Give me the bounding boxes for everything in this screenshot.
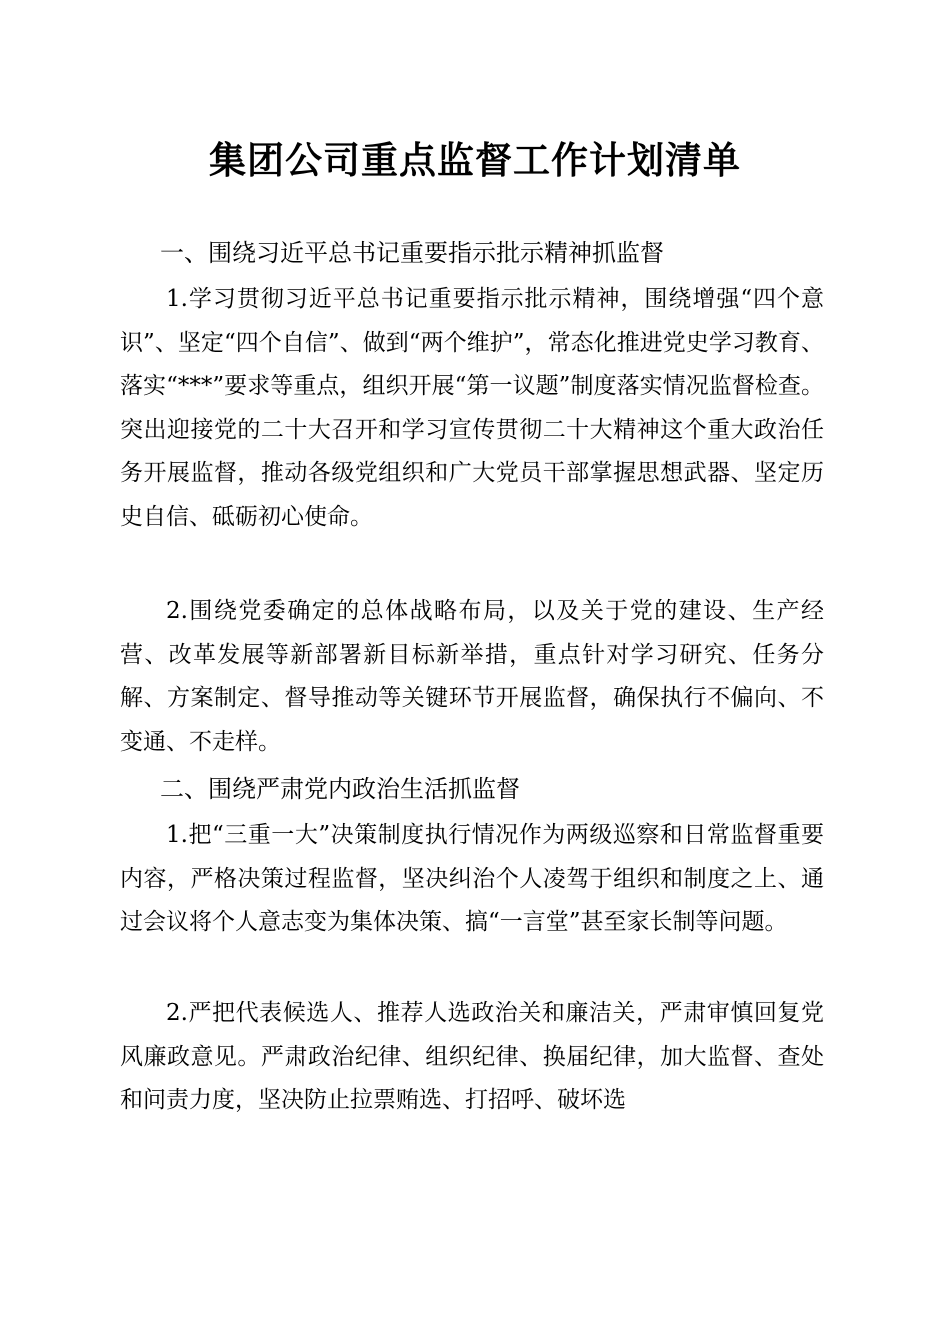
section-heading-2: 二、围绕严肃党内政治生活抓监督 [160,775,520,803]
section-2-paragraph-2: 2.严把代表候选人、推荐人选政治关和廉洁关，严肃审慎回复党风廉政意见。严肃政治纪律、组织纪律、换届纪律，加大监督、查处和问责力度，坚决防止拉票贿选、打招呼、破坏选 [120,1000,824,1114]
section-1-paragraph-1: 1.学习贯彻习近平总书记重要指示批示精神，围绕增强“四个意识”、坚定“四个自信”、做到“两个维护”，常态化推进党史学习教育、落实“***”要求等重点，组织开展“第一议题”制度落实情况监督检查。突出迎接党的二十大召开和学习宣传贯彻二十大精神这个重大政治任务开展监督，推动各级党组织和广大党员干部掌握思想武器、坚定历史自信、砥砺初心使命。 [120,286,824,530]
document-title: 集团公司重点监督工作计划清单 [209,138,741,182]
section-heading-1: 一、围绕习近平总书记重要指示批示精神抓监督 [160,239,664,267]
section-1-paragraph-2: 2.围绕党委确定的总体战略布局，以及关于党的建设、生产经营、改革发展等新部署新目标新举措，重点针对学习研究、任务分解、方案制定、督导推动等关键环节开展监督，确保执行不偏向、不变通、不走样。 [120,598,824,755]
section-2-paragraph-1: 1.把“三重一大”决策制度执行情况作为两级巡察和日常监督重要内容，严格决策过程监督，坚决纠治个人凌驾于组织和制度之上、通过会议将个人意志变为集体决策、搞“一言堂”甚至家长制等问题。 [120,822,824,936]
